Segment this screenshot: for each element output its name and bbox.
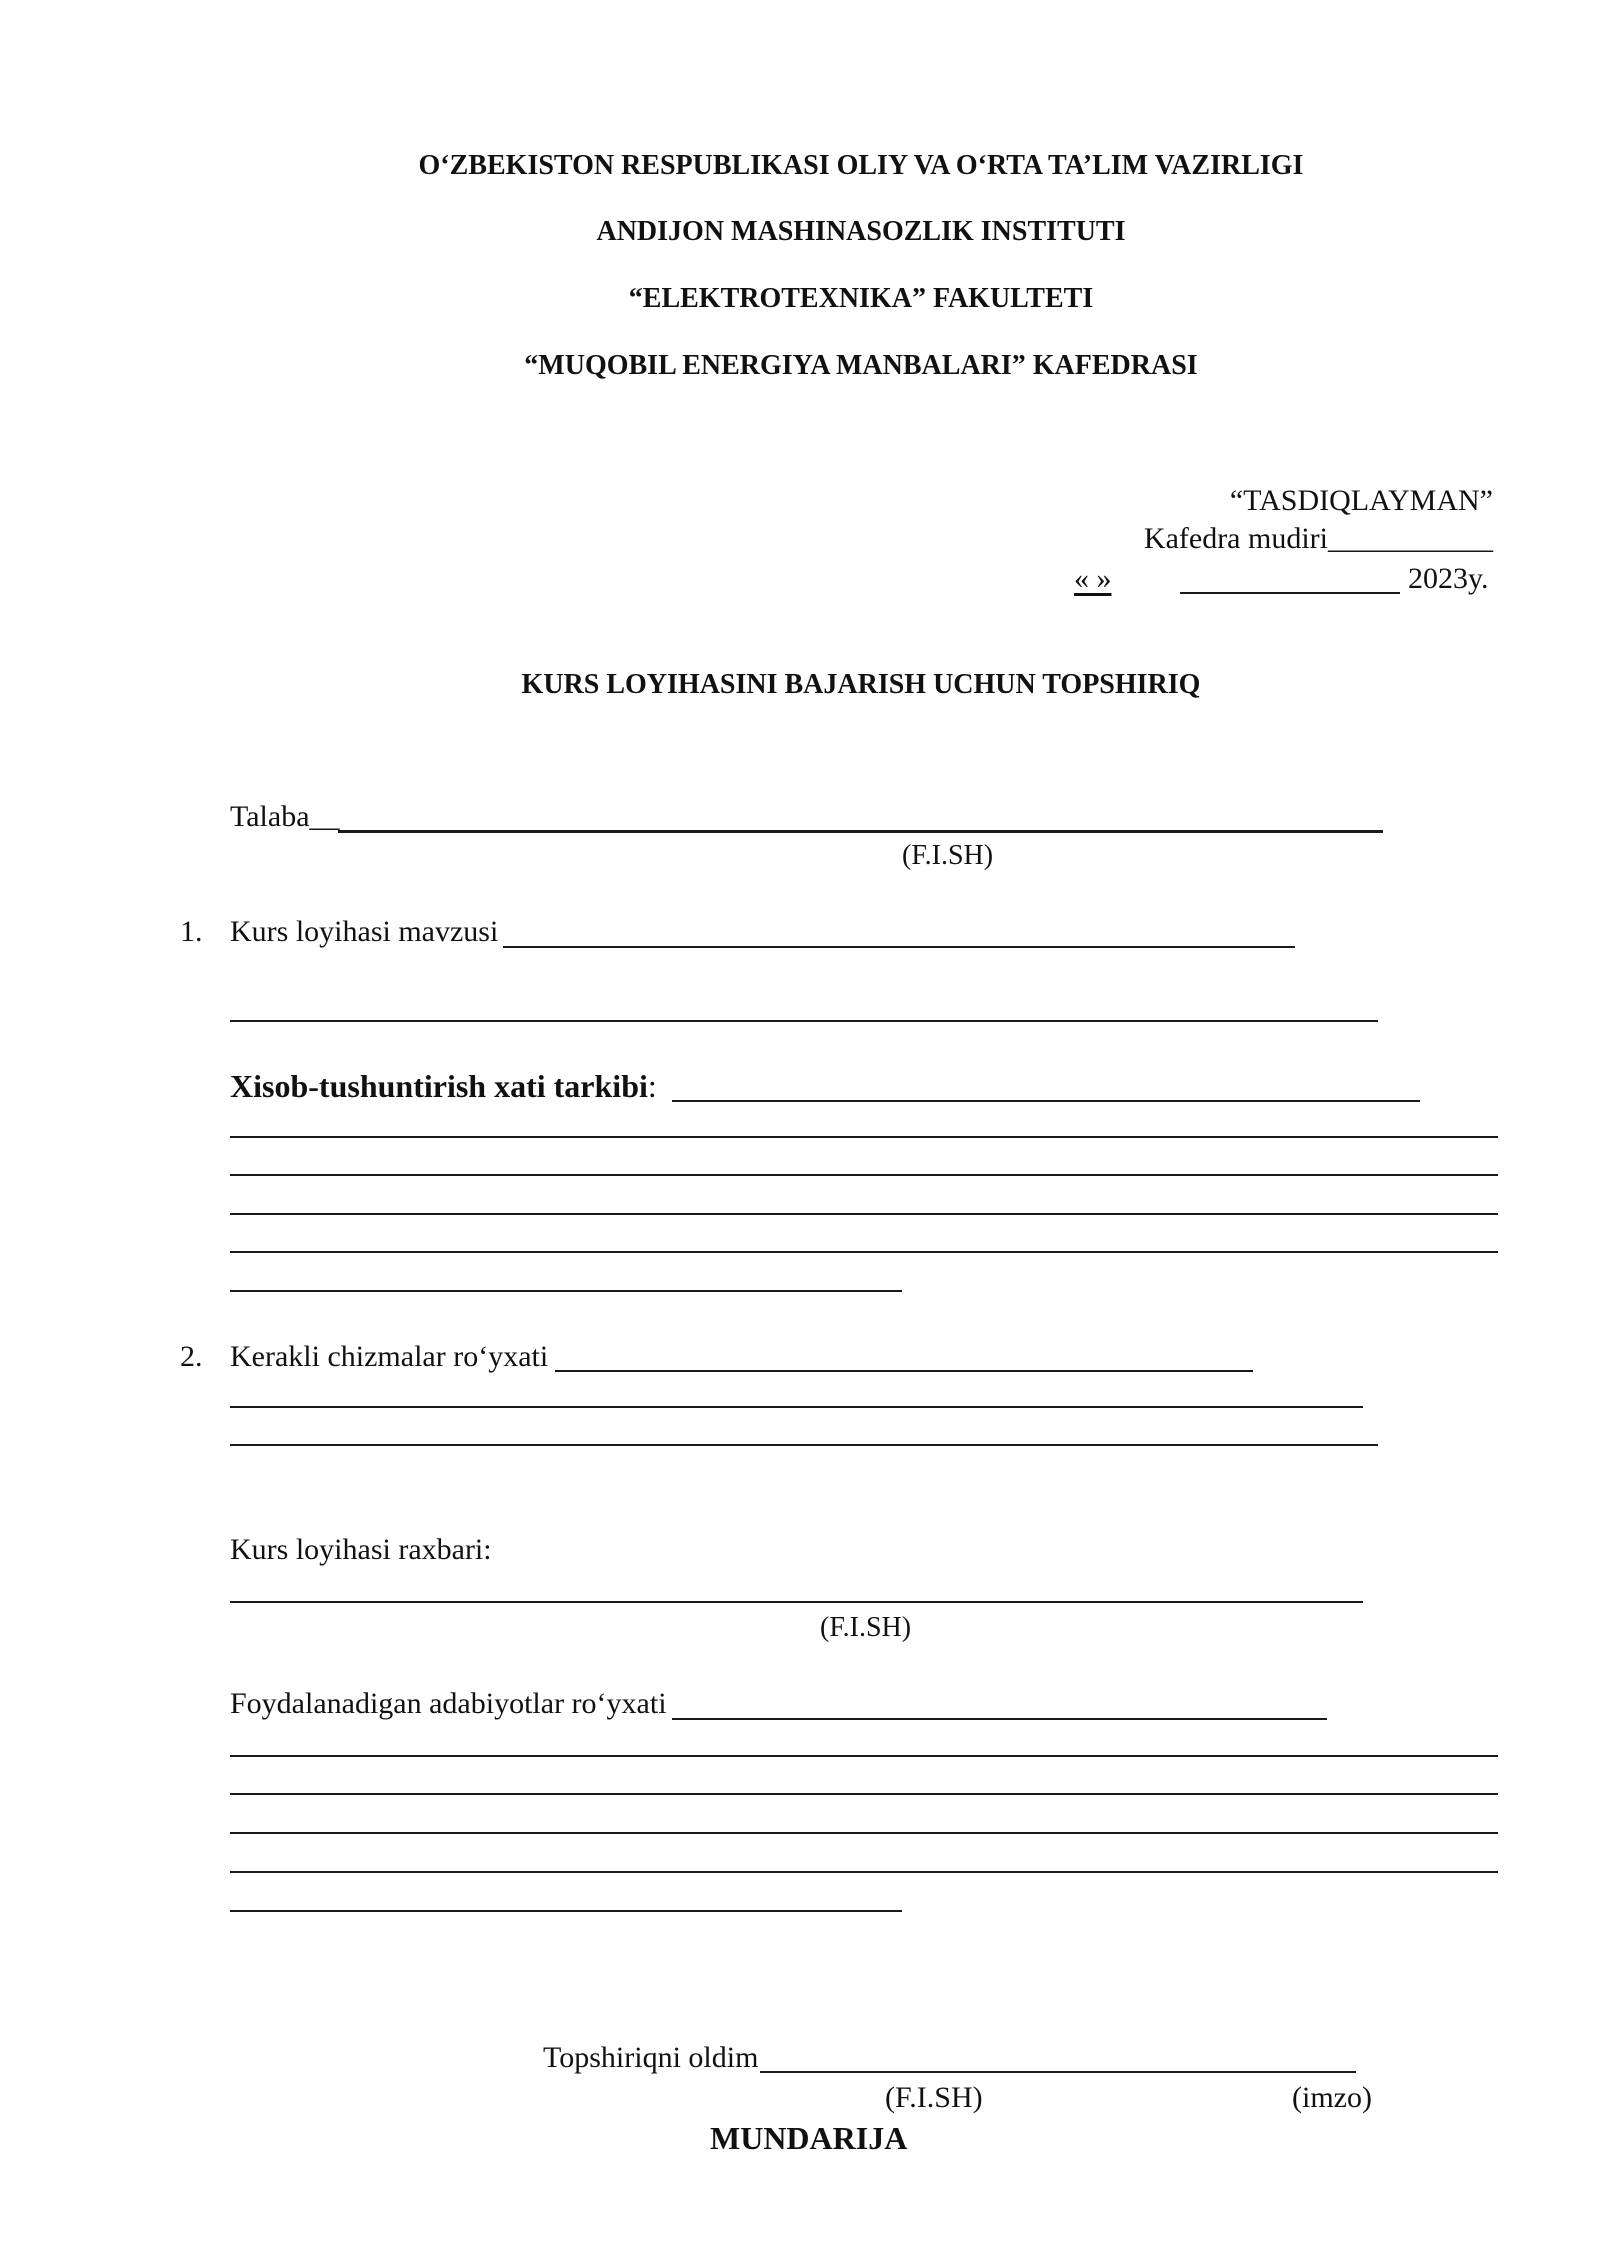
item-number-1: 1.: [180, 915, 203, 948]
student-name-caption: (F.I.SH): [902, 840, 994, 871]
topic-line-2[interactable]: [230, 1020, 1378, 1022]
topic-line-1[interactable]: [503, 946, 1295, 948]
received-signature-line[interactable]: [760, 2071, 1356, 2073]
literature-line-3[interactable]: [230, 1832, 1498, 1834]
student-name-line[interactable]: [338, 830, 1383, 833]
ministry-heading: O‘ZBEKISTON RESPUBLIKASI OLIY VA O‘RTA TA’LIM VAZIRLIGI: [418, 150, 1304, 181]
literature-line-4[interactable]: [230, 1871, 1498, 1873]
received-label: Topshiriqni oldim: [543, 2041, 759, 2074]
department-head-line: Kafedra mudiri___________: [1143, 522, 1493, 555]
supervisor-label: Kurs loyihasi raxbari:: [230, 1533, 492, 1566]
supervisor-name-caption: (F.I.SH): [820, 1612, 912, 1643]
drawings-line-3[interactable]: [230, 1444, 1378, 1446]
date-month-line[interactable]: [1180, 592, 1400, 594]
explanatory-note-colon: :: [647, 1068, 657, 1104]
drawings-line-2[interactable]: [230, 1406, 1363, 1408]
student-label: Talaba__: [230, 800, 340, 833]
approval-year: 2023y.: [1408, 562, 1489, 595]
explanatory-line-0[interactable]: [672, 1100, 1420, 1102]
explanatory-line-4[interactable]: [230, 1251, 1498, 1253]
literature-line-1[interactable]: [230, 1755, 1498, 1757]
literature-line-0[interactable]: [672, 1718, 1327, 1720]
item-number-2: 2.: [180, 1340, 203, 1373]
date-day-field[interactable]: « »: [1074, 562, 1112, 595]
explanatory-line-5[interactable]: [230, 1290, 902, 1292]
literature-line-2[interactable]: [230, 1793, 1498, 1795]
literature-label: Foydalanadigan adabiyotlar ro‘yxati: [230, 1687, 667, 1720]
explanatory-line-1[interactable]: [230, 1136, 1498, 1138]
approval-date-quotes: [1074, 562, 1112, 596]
drawings-line-1[interactable]: [555, 1370, 1253, 1372]
received-signature-caption: (imzo): [1292, 2081, 1372, 2114]
literature-line-5[interactable]: [230, 1910, 902, 1912]
supervisor-name-line[interactable]: [230, 1601, 1363, 1603]
department-heading: “MUQOBIL ENERGIYA MANBALARI” KAFEDRASI: [524, 350, 1198, 381]
approval-title: “TASDIQLAYMAN”: [1229, 484, 1493, 517]
contents-heading: MUNDARIJA: [710, 2120, 908, 2156]
institute-heading: ANDIJON MASHINASOZLIK INSTITUTI: [596, 216, 1126, 247]
faculty-heading: “ELEKTROTEXNIKA” FAKULTETI: [628, 283, 1094, 314]
explanatory-line-3[interactable]: [230, 1213, 1498, 1215]
explanatory-note-heading: [230, 1068, 657, 1105]
explanatory-line-2[interactable]: [230, 1174, 1498, 1176]
received-name-caption: (F.I.SH): [885, 2081, 983, 2114]
document-title: KURS LOYIHASINI BAJARISH UCHUN TOPSHIRIQ: [521, 669, 1201, 700]
explanatory-note-label: Xisob-tushuntirish xati tarkibi: [230, 1068, 648, 1104]
drawings-label: Kerakli chizmalar ro‘yxati: [230, 1340, 549, 1373]
topic-label: Kurs loyihasi mavzusi: [230, 915, 499, 948]
